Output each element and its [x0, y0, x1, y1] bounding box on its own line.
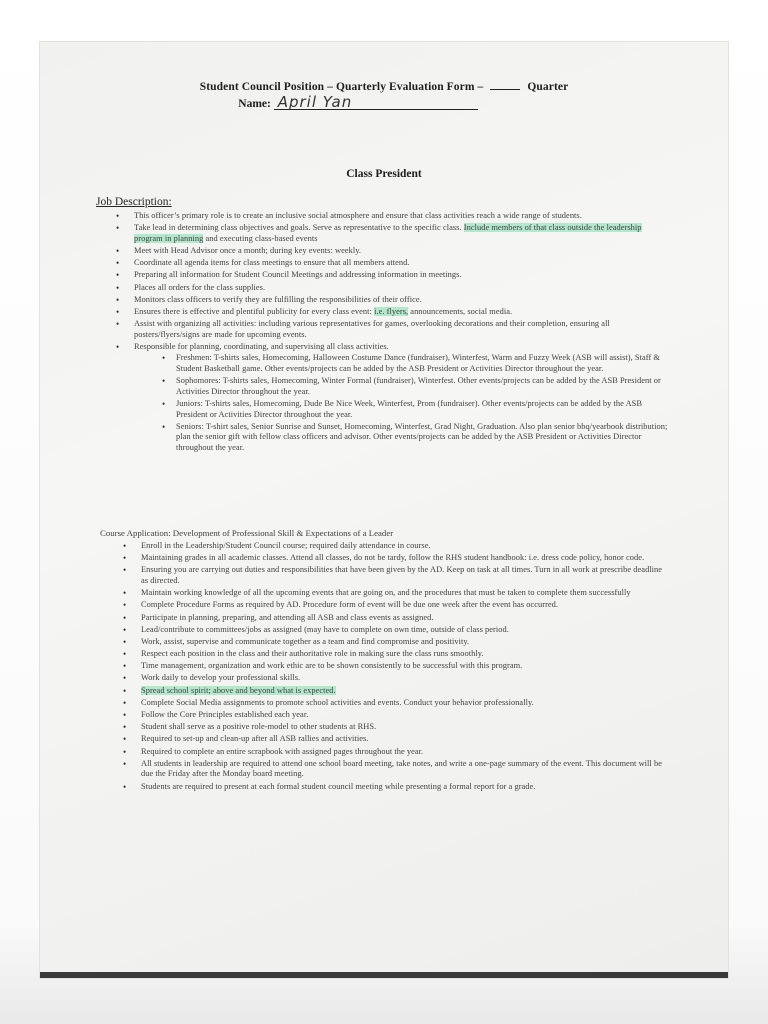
highlighted-text: Include members of that class outside the leadership program in planning: [134, 223, 642, 243]
class-year-item-seniors: • Seniors: T-shirt sales, Senior Sunrise and Sunset, Homecoming, Winterfest, Grad Night, Graduation. Also plan senior bbq/yearbook distribution; plan the senior gift with fellow class officers and advisor. Other events/projects can be added by the ASB President or Activities Director throughout the year.: [176, 422, 670, 454]
list-item: • Complete Social Media assignments to promote school activities and events. Conduct your behavior professionally.: [141, 698, 667, 709]
form-title-prefix: Student Council Position – Quarterly Evaluation Form –: [199, 81, 484, 93]
course-application-heading: Course Application: Development of Professional Skill & Expectations of a Leader: [100, 528, 394, 538]
item-text: Ensures there is effective and plentiful publicity for every class event:: [134, 306, 375, 316]
list-item: • Preparing all information for Student Council Meetings and addressing information in meetings.: [134, 270, 662, 281]
list-item: • Student shall serve as a positive role-model to other students at RHS.: [141, 722, 667, 733]
highlighted-text: i.e. flyers,: [374, 306, 409, 316]
list-item: • Monitors class officers to verify they are fulfilling the responsibilities of their office.: [134, 295, 662, 306]
list-item: [134, 341, 668, 454]
item-text: announcements, social media.: [408, 306, 513, 316]
paper-sheet: [40, 42, 728, 978]
form-title: [0, 80, 768, 93]
list-item: • Coordinate all agenda items for class meetings to ensure that all members attend.: [134, 258, 662, 269]
item-text: Responsible for planning, coordinating, and supervising all class activities.: [134, 341, 389, 351]
list-item: • Work daily to develop your professional skills.: [141, 673, 667, 684]
class-year-item-sophomores: • Sophomores: T-shirts sales, Homecoming, Winter Formal (fundraiser), Winterfest. Other events/projects can be added by the ASB President or Activities Director throughout the year.: [176, 376, 670, 397]
list-item: • Required to complete an entire scrapbook with assigned pages throughout the year.: [141, 747, 667, 758]
list-item: [141, 686, 667, 697]
job-description-list: [134, 211, 668, 455]
course-application-list: [141, 541, 667, 794]
class-year-item-juniors: • Juniors: T-shirts sales, Homecoming, Dude Be Nice Week, Winterfest, Prom (fundraiser). Other events/projects can be added by the ASB President or Activities Director throughout the year.: [176, 399, 670, 420]
list-item: • Maintaining grades in all academic classes. Attend all classes, do not be tardy, follow the RHS student handbook: i.e. dress code policy, honor code.: [141, 553, 667, 564]
item-text: Take lead in determining class objectives and goals. Serve as representative to the specific class.: [134, 223, 464, 233]
name-handwritten: April Yan: [274, 95, 478, 110]
list-item: • Follow the Core Principles established each year.: [141, 710, 667, 721]
list-item: • Complete Procedure Forms as required by AD. Procedure form of event will be due one week after the event has occurred.: [141, 600, 667, 611]
name-label: Name:: [238, 98, 271, 110]
name-row: [0, 95, 768, 110]
paper-bottom-edge: [40, 972, 728, 978]
quarter-blank: [490, 80, 520, 90]
list-item: • Ensuring you are carrying out duties and responsibilities that have been given by the AD. Keep on task at all times. Turn in all work at prescribe deadline as directed.: [141, 565, 667, 586]
list-item: • Places all orders for the class supplies.: [134, 283, 662, 294]
list-item: • Respect each position in the class and their authoritative role in making sure the class runs smoothly.: [141, 649, 667, 660]
class-year-list: [176, 353, 670, 453]
list-item: • This officer’s primary role is to create an inclusive social atmosphere and ensure that class activities reach a wide range of students.: [134, 211, 662, 222]
position-title: Class President: [346, 168, 422, 180]
list-item: • Participate in planning, preparing, and attending all ASB and class events as assigned.: [141, 613, 667, 624]
list-item: • Students are required to present at each formal student council meeting while presenting a formal report for a grade.: [141, 782, 667, 793]
list-item: • Work, assist, supervise and communicate together as a team and find compromise and positivity.: [141, 637, 667, 648]
list-item: • All students in leadership are required to attend one school board meeting, take notes, and write a one-page summary of the event. This document will be due the Friday after the Monday board meeting.: [141, 759, 667, 780]
list-item: [134, 223, 662, 244]
list-item: • Required to set-up and clean-up after all ASB rallies and activities.: [141, 734, 667, 745]
list-item: • Assist with organizing all activities: including various representatives for games, overlooking decorations and their completion, ensuring all posters/flyers/signs are made for upcoming events.: [134, 319, 662, 340]
class-year-item-freshmen: • Freshmen: T-shirts sales, Homecoming, Halloween Costume Dance (fundraiser), Winterfest, Warm and Fuzzy Week (ASB will assist), Staff & Student Basketball game. Other events/projects can be added by the ASB President or Activities Director throughout the year.: [176, 353, 670, 374]
job-description-heading: Job Description:: [96, 196, 172, 208]
list-item: • Meet with Head Advisor once a month; during key events: weekly.: [134, 246, 662, 257]
list-item: • Enroll in the Leadership/Student Council course; required daily attendance in course.: [141, 541, 667, 552]
list-item: [134, 307, 662, 318]
form-title-suffix: Quarter: [527, 81, 569, 93]
list-item: • Lead/contribute to committees/jobs as assigned (may have to complete on own time, outside of class period.: [141, 625, 667, 636]
item-text: and executing class-based events: [203, 233, 318, 243]
form-header: [0, 80, 768, 110]
highlighted-text: Spread school spirit; above and beyond what is expected.: [141, 685, 336, 695]
list-item: • Maintain working knowledge of all the upcoming events that are going on, and the procedures that must be taken to complete them successfully: [141, 588, 667, 599]
list-item: • Time management, organization and work ethic are to be shown consistently to be successful with this program.: [141, 661, 667, 672]
